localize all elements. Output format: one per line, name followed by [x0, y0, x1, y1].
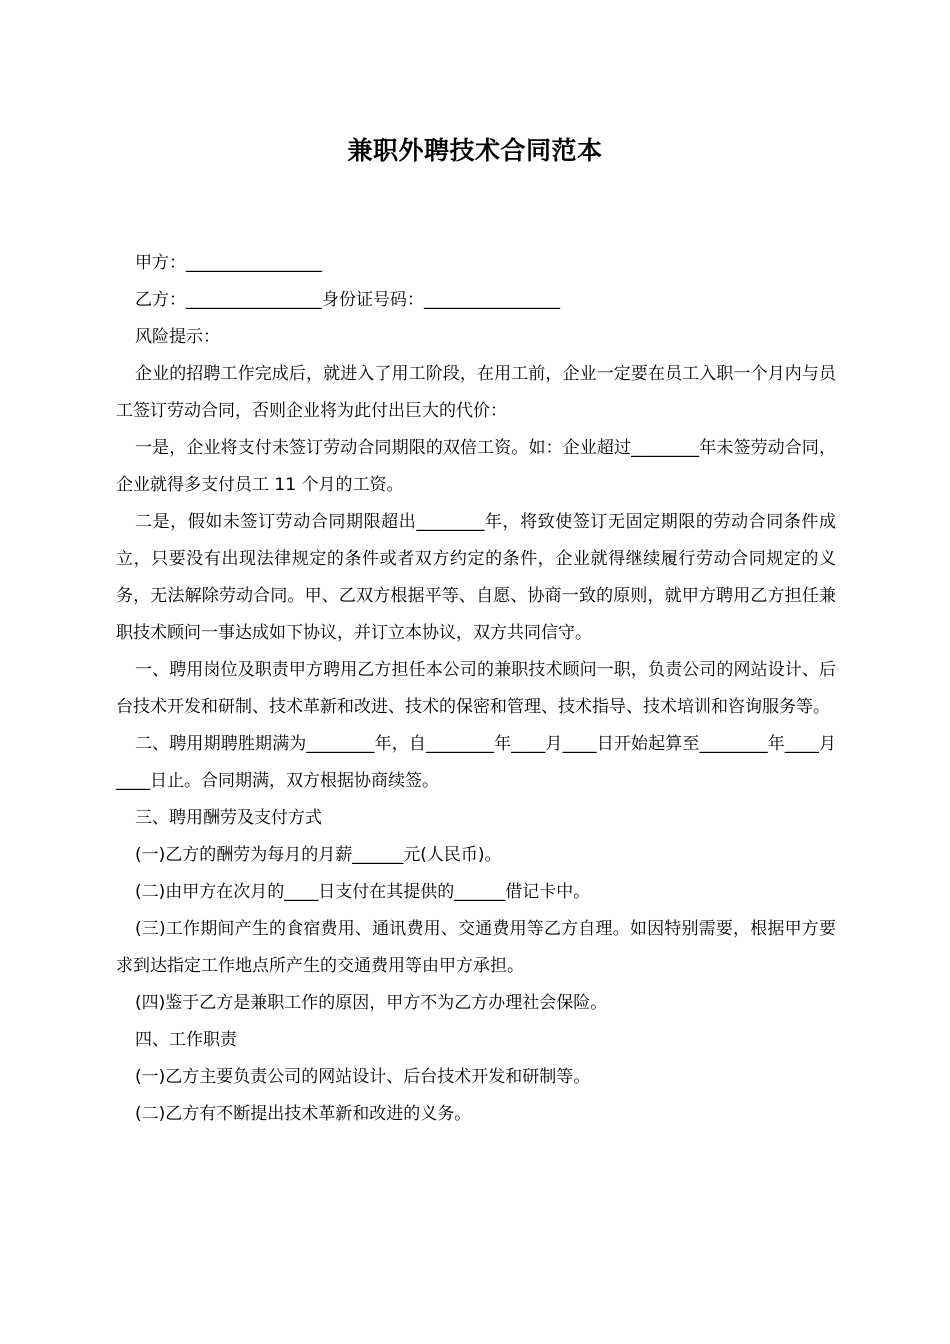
clause-three-heading: 三、聘用酬劳及支付方式: [135, 808, 322, 828]
document-title: 兼职外聘技术合同范本: [347, 136, 603, 165]
paragraph-intro: 企业的招聘工作完成后，就进入了用工阶段，在用工前，企业一定要在员工入职一个月内与员工签订劳动合同，否则企业将为此付出巨大的代价：: [116, 364, 836, 421]
paragraph-risk-one: 一是，企业将支付未签订劳动合同期限的双倍工资。如：企业超过________年未签劳动合同，企业就得多支付员工 11 个月的工资。: [116, 438, 836, 495]
party-b-line: 乙方：________________身份证号码：________________: [135, 290, 560, 310]
clause-four-item-2: (二)乙方有不断提出技术革新和改进的义务。: [135, 1104, 472, 1124]
clause-one-position: 一、聘用岗位及职责甲方聘用乙方担任本公司的兼职技术顾问一职，负责公司的网站设计、后台技术开发和研制、技术革新和改进、技术的保密和管理、技术指导、技术培训和咨询服务等。: [116, 660, 836, 717]
clause-three-item-2: (二)由甲方在次月的____日支付在其提供的______借记卡中。: [135, 882, 591, 902]
clause-four-heading: 四、工作职责: [135, 1030, 237, 1050]
clause-four-item-1: (一)乙方主要负责公司的网站设计、后台技术开发和研制等。: [135, 1067, 591, 1087]
clause-three-item-4: (四)鉴于乙方是兼职工作的原因，甲方不为乙方办理社会保险。: [135, 993, 608, 1013]
clause-three-item-1: (一)乙方的酬劳为每月的月薪______元(人民币)。: [135, 845, 502, 865]
clause-two-term: 二、聘用期聘胜期满为________年，自________年____月____日开始起算至________年____月____日止。合同期满，双方根据协商续签。: [116, 734, 836, 791]
clause-three-item-3: (三)工作期间产生的食宿费用、通讯费用、交通费用等乙方自理。如因特别需要，根据甲方要求到达指定工作地点所产生的交通费用等由甲方承担。: [116, 919, 836, 976]
risk-notice-heading: 风险提示：: [135, 327, 220, 347]
paragraph-risk-two: 二是，假如未签订劳动合同期限超出________年，将致使签订无固定期限的劳动合同条件成立，只要没有出现法律规定的条件或者双方约定的条件，企业就得继续履行劳动合同规定的义务，无法解除劳动合同。甲、乙双方根据平等、自愿、协商一致的原则，就甲方聘用乙方担任兼职技术顾问一事达成如下协议，并订立本协议，双方共同信守。: [116, 512, 836, 643]
document-body: [116, 245, 836, 1133]
party-a-line: 甲方：________________: [135, 253, 322, 273]
